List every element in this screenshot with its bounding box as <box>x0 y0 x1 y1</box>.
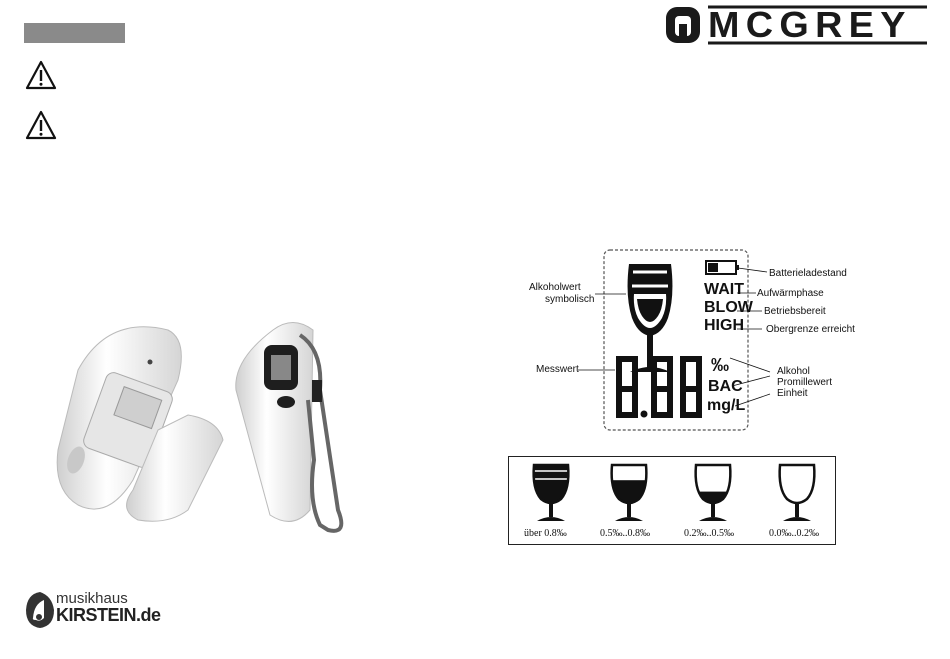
label-warmup: Aufwärmphase <box>757 288 824 299</box>
label-unit-3: Einheit <box>777 388 808 399</box>
lcd-wait-text: WAIT <box>704 281 744 298</box>
lcd-blow-text: BLOW <box>704 299 753 316</box>
label-upper-limit: Obergrenze erreicht <box>766 324 855 335</box>
header-bar <box>24 23 125 43</box>
breathalyzer-photo <box>38 310 398 540</box>
footer-brand-top: musikhaus <box>56 590 128 607</box>
label-unit-1: Alkohol <box>777 366 810 377</box>
glass-caption: 0.5‰..0.8‰ <box>600 528 650 539</box>
glass-caption: 0.0‰..0.2‰ <box>769 528 819 539</box>
lcd-permille-symbol: ‰ <box>711 355 729 375</box>
label-ready: Betriebsbereit <box>764 306 826 317</box>
label-alcohol-value-1: Alkoholwert <box>529 282 581 293</box>
lcd-high-text: HIGH <box>704 317 744 334</box>
label-unit-2: Promillewert <box>777 377 833 388</box>
wine-glass-icon <box>609 465 649 521</box>
label-measured-value: Messwert <box>536 364 579 375</box>
glass-caption: über 0.8‰ <box>524 528 567 539</box>
brand-name: MCGREY <box>708 4 912 45</box>
label-alcohol-value-2: symbolisch <box>545 294 595 305</box>
lcd-mgl-text: mg/L <box>707 397 746 414</box>
wine-glass-icon <box>693 465 733 521</box>
warning-icon <box>25 60 57 90</box>
glass-caption: 0.2‰..0.5‰ <box>684 528 734 539</box>
lcd-bac-text: BAC <box>708 378 743 395</box>
footer-brand-bottom: KIRSTEIN.de <box>56 605 161 625</box>
wine-glass-icon <box>780 465 815 521</box>
wine-glass-icon <box>531 465 571 521</box>
warning-icon <box>25 110 57 140</box>
label-battery: Batterieladestand <box>769 268 847 279</box>
